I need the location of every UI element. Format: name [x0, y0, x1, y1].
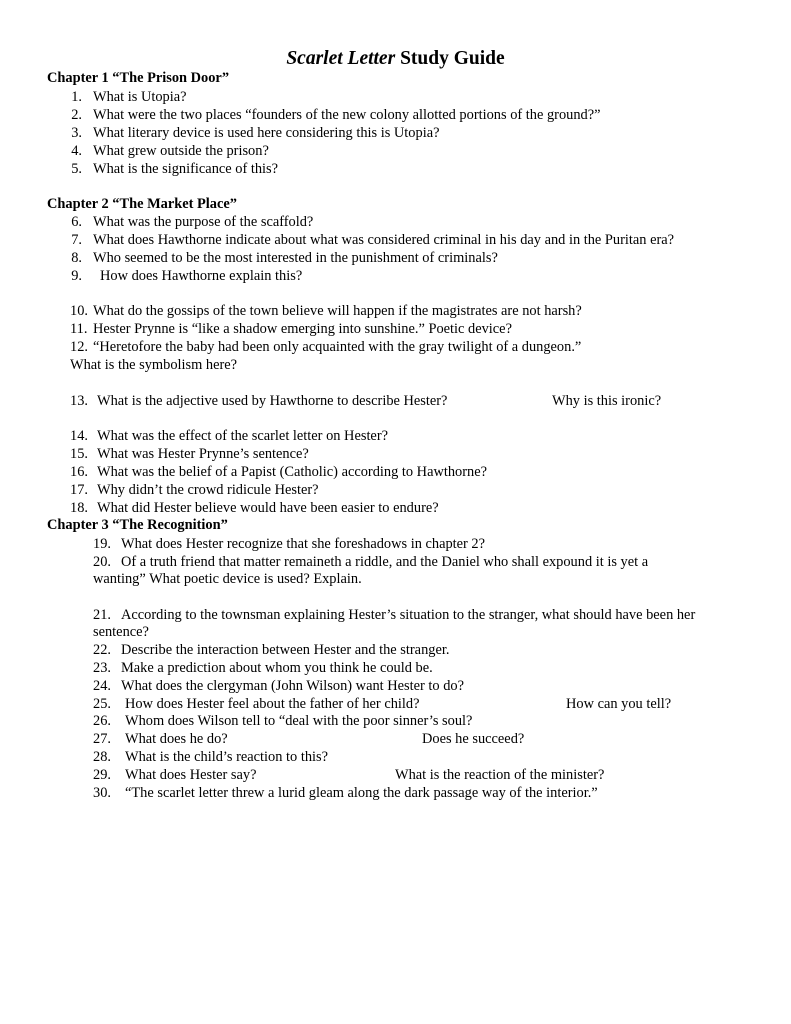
- chapter-3-heading: Chapter 3 “The Recognition”: [47, 517, 228, 533]
- chapter-1-heading: Chapter 1 “The Prison Door”: [47, 70, 230, 86]
- question-20-continued: wanting” What poetic device is used? Explain.: [93, 571, 362, 587]
- chapter-2-heading: Chapter 2 “The Market Place”: [47, 196, 237, 212]
- question-12-continued: What is the symbolism here?: [70, 357, 238, 373]
- page-title: Scarlet Letter Study Guide: [286, 48, 505, 69]
- question-21-continued: sentence?: [93, 624, 149, 640]
